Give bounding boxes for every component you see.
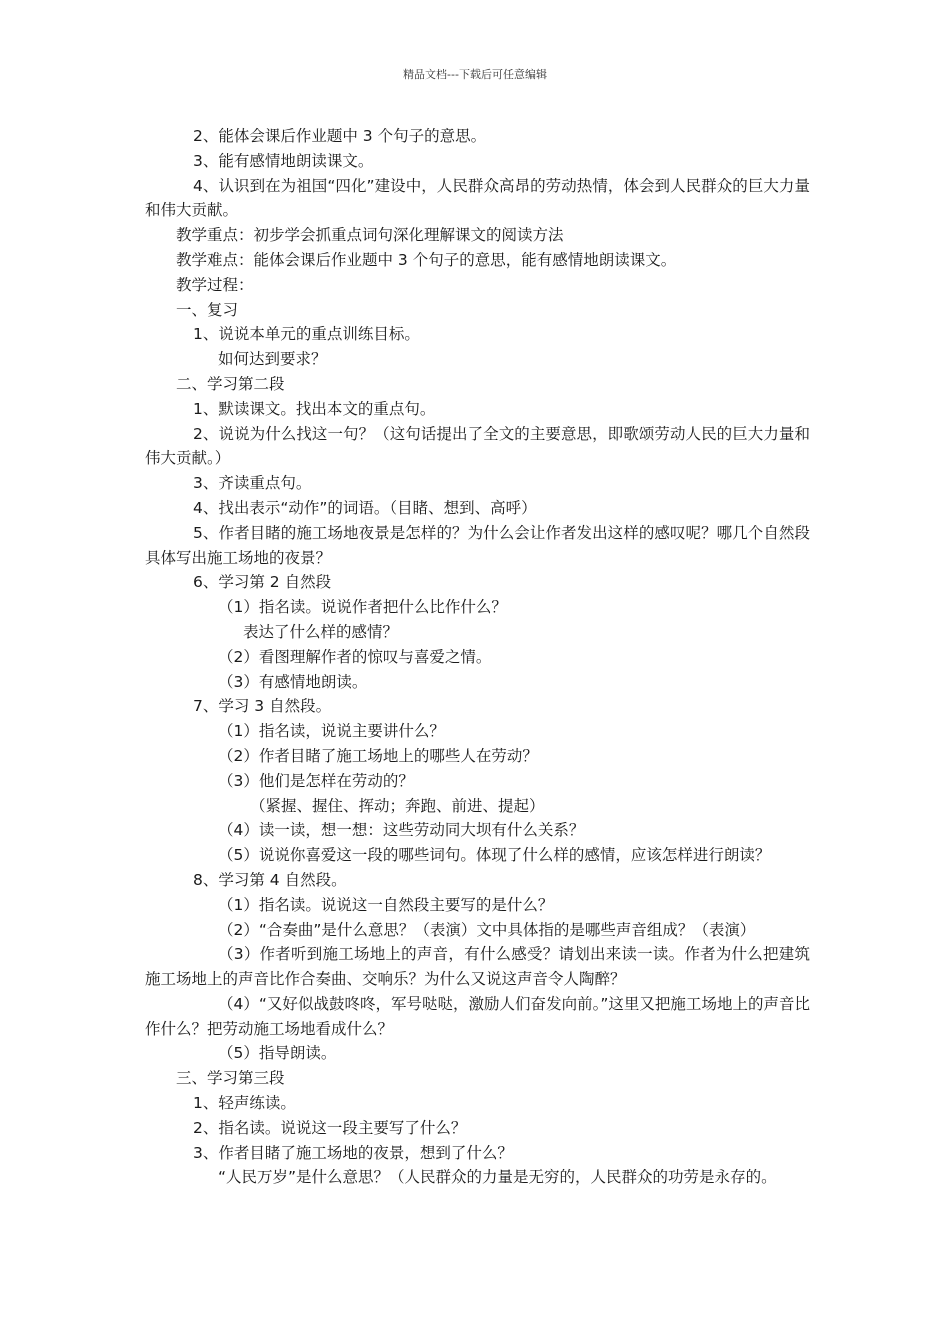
list-item: 8、学习第 4 自然段。	[193, 870, 347, 889]
list-item: “人民万岁”是什么意思？（人民群众的力量是无穷的，人民群众的功劳是永存的。	[218, 1168, 777, 1187]
teaching-focus: 教学重点：初步学会抓重点词句深化理解课文的阅读方法	[176, 226, 564, 245]
list-item: 1、轻声练读。	[193, 1094, 296, 1113]
list-item: 5、作者目睹的施工场地夜景是怎样的？为什么会让作者发出这样的感叹呢？哪几个自然段具体写出施工场地的夜景？	[145, 523, 810, 567]
document-body	[145, 124, 810, 1190]
sub-item: （2）作者目睹了施工场地上的哪些人在劳动？	[218, 746, 538, 765]
list-item: 2、指名读。说说这一段主要写了什么？	[193, 1118, 467, 1137]
sub-item: （3）有感情地朗读。	[218, 672, 368, 691]
list-item: 如何达到要求？	[218, 350, 327, 369]
sub-item: （4）“又好似战鼓咚咚，军号哒哒，激励人们奋发向前。”这里又把施工场地上的声音比作什么？把劳动施工场地看成什么？	[145, 994, 810, 1038]
list-item: 1、默读课文。找出本文的重点句。	[193, 399, 436, 418]
sub-item: （1）指名读。说说作者把什么比作什么？	[218, 598, 507, 617]
sub-item: （3）他们是怎样在劳动的？	[218, 771, 414, 790]
objective-line: 3、能有感情地朗读课文。	[193, 151, 374, 170]
list-item: 2、说说为什么找这一句？（这句话提出了全文的主要意思，即歌颂劳动人民的巨大力量和伟大贡献。）	[145, 424, 810, 468]
sub-item: （2）“合奏曲”是什么意思？（表演）文中具体指的是哪些声音组成？（表演）	[218, 920, 756, 939]
sub-item: （2）看图理解作者的惊叹与喜爱之情。	[218, 647, 492, 666]
sub-item: （4）读一读，想一想：这些劳动同大坝有什么关系？	[218, 821, 585, 840]
sub-item: （1）指名读。说说这一自然段主要写的是什么？	[218, 895, 554, 914]
list-item: 3、作者目睹了施工场地的夜景，想到了什么？	[193, 1143, 513, 1162]
sub-item: （1）指名读，说说主要讲什么？	[218, 722, 445, 741]
section-heading: 二、学习第二段	[176, 374, 285, 393]
objective-line: 4、认识到在为祖国“四化”建设中，人民群众高昂的劳动热情，体会到人民群众的巨大力量和伟大贡献。	[145, 176, 810, 220]
objective-line: 2、能体会课后作业题中 3 个句子的意思。	[193, 127, 487, 145]
list-item: 3、齐读重点句。	[193, 474, 312, 493]
list-item: 6、学习第 2 自然段	[193, 573, 332, 592]
sub-item: （紧握、握住、挥动；奔跑、前进、提起）	[250, 796, 545, 815]
sub-item: （5）指导朗读。	[218, 1044, 337, 1063]
page-header: 精品文档---下载后可任意编辑	[403, 68, 547, 81]
sub-item: （5）说说你喜爱这一段的哪些词句。体现了什么样的感情，应该怎样进行朗读？	[218, 846, 771, 865]
list-item: 1、说说本单元的重点训练目标。	[193, 325, 420, 344]
sub-item: 表达了什么样的感情？	[243, 622, 399, 641]
list-item: 7、学习 3 自然段。	[193, 697, 332, 716]
sub-item: （3）作者听到施工场地上的声音，有什么感受？请划出来读一读。作者为什么把建筑施工场地上的声音比作合奏曲、交响乐？为什么又说这声音令人陶醉？	[145, 945, 810, 989]
section-heading: 三、学习第三段	[176, 1069, 285, 1088]
section-heading: 一、复习	[176, 300, 239, 319]
teaching-process-heading: 教学过程：	[176, 275, 254, 294]
list-item: 4、找出表示“动作”的词语。（目睹、想到、高呼）	[193, 498, 537, 517]
teaching-difficulty: 教学难点：能体会课后作业题中 3 个句子的意思，能有感情地朗读课文。	[176, 250, 677, 269]
